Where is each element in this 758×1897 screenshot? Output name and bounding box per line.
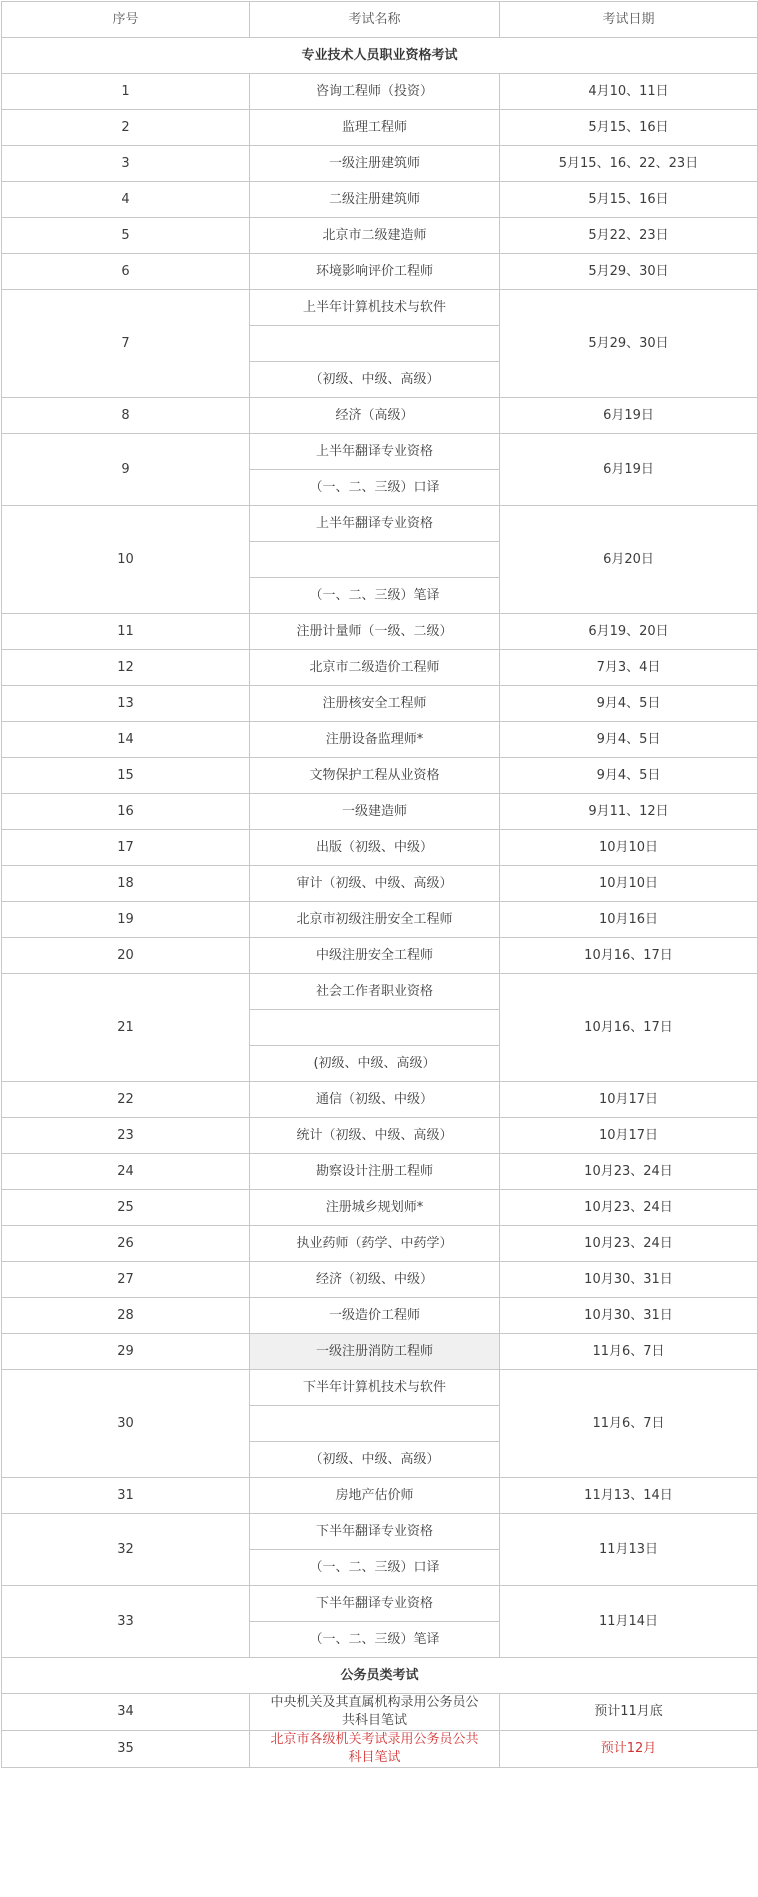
exam-date: 5月15、16日 — [500, 110, 758, 146]
table-row — [2, 1154, 758, 1190]
exam-name-line — [250, 542, 500, 578]
exam-name-multiline — [250, 1731, 500, 1768]
row-number: 24 — [2, 1154, 250, 1190]
exam-date: 预计12月 — [500, 1731, 758, 1768]
row-number: 31 — [2, 1478, 250, 1514]
table-row — [2, 722, 758, 758]
table-row — [2, 1694, 758, 1731]
exam-date: 6月19日 — [500, 434, 758, 506]
exam-name-line: 下半年翻译专业资格 — [250, 1586, 500, 1622]
exam-name: 一级建造师 — [250, 794, 500, 830]
exam-date: 10月16、17日 — [500, 974, 758, 1082]
row-number: 10 — [2, 506, 250, 614]
row-number: 25 — [2, 1190, 250, 1226]
exam-name: 咨询工程师（投资） — [250, 74, 500, 110]
exam-date: 10月17日 — [500, 1082, 758, 1118]
exam-date: 5月15、16日 — [500, 182, 758, 218]
row-number: 33 — [2, 1586, 250, 1658]
table-row — [2, 146, 758, 182]
table-row — [2, 830, 758, 866]
exam-date: 11月14日 — [500, 1586, 758, 1658]
exam-name: 经济（初级、中级） — [250, 1262, 500, 1298]
table-row — [2, 1586, 758, 1622]
row-number: 1 — [2, 74, 250, 110]
row-number: 32 — [2, 1514, 250, 1586]
exam-date: 11月13日 — [500, 1514, 758, 1586]
exam-name: 监理工程师 — [250, 110, 500, 146]
row-number: 22 — [2, 1082, 250, 1118]
exam-name: 执业药师（药学、中药学） — [250, 1226, 500, 1262]
row-number: 4 — [2, 182, 250, 218]
row-number: 16 — [2, 794, 250, 830]
table-row — [2, 1514, 758, 1550]
row-number: 28 — [2, 1298, 250, 1334]
row-number: 2 — [2, 110, 250, 146]
exam-name: 中级注册安全工程师 — [250, 938, 500, 974]
table-row — [2, 434, 758, 470]
header-exam-name: 考试名称 — [250, 2, 500, 38]
exam-schedule-table-wrapper — [1, 1, 757, 1768]
row-number: 20 — [2, 938, 250, 974]
exam-name: 勘察设计注册工程师 — [250, 1154, 500, 1190]
exam-date: 10月23、24日 — [500, 1190, 758, 1226]
row-number: 29 — [2, 1334, 250, 1370]
table-row — [2, 290, 758, 326]
exam-name: 环境影响评价工程师 — [250, 254, 500, 290]
exam-name-line: 北京市各级机关考试录用公务员公共 — [270, 1732, 479, 1747]
row-number: 12 — [2, 650, 250, 686]
exam-name-line: 上半年计算机技术与软件 — [250, 290, 500, 326]
exam-name-line: 下半年计算机技术与软件 — [250, 1370, 500, 1406]
exam-name-highlighted: 一级注册消防工程师 — [250, 1334, 500, 1370]
exam-date: 10月23、24日 — [500, 1154, 758, 1190]
section-title: 公务员类考试 — [2, 1658, 758, 1694]
exam-date: 5月29、30日 — [500, 290, 758, 398]
row-number: 11 — [2, 614, 250, 650]
table-row — [2, 938, 758, 974]
exam-name: 北京市二级建造师 — [250, 218, 500, 254]
exam-date: 6月19日 — [500, 398, 758, 434]
exam-name-line — [250, 326, 500, 362]
exam-name: 北京市初级注册安全工程师 — [250, 902, 500, 938]
exam-name-line: （一、二、三级）笔译 — [250, 578, 500, 614]
exam-name: 经济（高级） — [250, 398, 500, 434]
row-number: 13 — [2, 686, 250, 722]
exam-date: 6月20日 — [500, 506, 758, 614]
exam-date: 10月10日 — [500, 830, 758, 866]
table-row — [2, 1262, 758, 1298]
table-row — [2, 1226, 758, 1262]
exam-name: 通信（初级、中级） — [250, 1082, 500, 1118]
table-row — [2, 686, 758, 722]
table-row — [2, 974, 758, 1010]
exam-date: 10月30、31日 — [500, 1262, 758, 1298]
exam-name: 文物保护工程从业资格 — [250, 758, 500, 794]
exam-name: 统计（初级、中级、高级） — [250, 1118, 500, 1154]
row-number: 6 — [2, 254, 250, 290]
exam-date: 10月16日 — [500, 902, 758, 938]
row-number: 21 — [2, 974, 250, 1082]
table-row — [2, 1118, 758, 1154]
exam-date: 9月4、5日 — [500, 686, 758, 722]
row-number: 9 — [2, 434, 250, 506]
table-row — [2, 254, 758, 290]
row-number: 23 — [2, 1118, 250, 1154]
exam-name-line: （一、二、三级）口译 — [250, 1550, 500, 1586]
exam-date: 7月3、4日 — [500, 650, 758, 686]
exam-date: 10月16、17日 — [500, 938, 758, 974]
exam-date: 5月29、30日 — [500, 254, 758, 290]
table-row — [2, 758, 758, 794]
table-row — [2, 614, 758, 650]
exam-schedule-table — [1, 1, 758, 1768]
exam-date: 10月23、24日 — [500, 1226, 758, 1262]
exam-date: 9月4、5日 — [500, 722, 758, 758]
exam-date: 11月6、7日 — [500, 1334, 758, 1370]
exam-name: 二级注册建筑师 — [250, 182, 500, 218]
table-row — [2, 794, 758, 830]
exam-date: 4月10、11日 — [500, 74, 758, 110]
exam-date: 预计11月底 — [500, 1694, 758, 1731]
table-row — [2, 650, 758, 686]
table-row — [2, 74, 758, 110]
table-row — [2, 1190, 758, 1226]
table-row — [2, 506, 758, 542]
section-row-civil-service — [2, 1658, 758, 1694]
row-number: 35 — [2, 1731, 250, 1768]
exam-name: 注册核安全工程师 — [250, 686, 500, 722]
exam-name-line: 下半年翻译专业资格 — [250, 1514, 500, 1550]
table-row — [2, 1731, 758, 1768]
row-number: 15 — [2, 758, 250, 794]
exam-date: 5月15、16、22、23日 — [500, 146, 758, 182]
exam-date: 10月30、31日 — [500, 1298, 758, 1334]
exam-date: 11月13、14日 — [500, 1478, 758, 1514]
row-number: 26 — [2, 1226, 250, 1262]
exam-date: 9月4、5日 — [500, 758, 758, 794]
row-number: 30 — [2, 1370, 250, 1478]
section-title: 专业技术人员职业资格考试 — [2, 38, 758, 74]
table-row — [2, 1478, 758, 1514]
exam-name: 审计（初级、中级、高级） — [250, 866, 500, 902]
exam-name-line: 社会工作者职业资格 — [250, 974, 500, 1010]
exam-name: 注册城乡规划师* — [250, 1190, 500, 1226]
exam-name-line: 科目笔试 — [348, 1750, 401, 1765]
exam-name-multiline — [250, 1694, 500, 1731]
exam-name-line: 共科目笔试 — [341, 1713, 407, 1728]
exam-name-line: 中央机关及其直属机构录用公务员公 — [270, 1695, 479, 1710]
table-row — [2, 1370, 758, 1406]
exam-name-line: （初级、中级、高级） — [250, 1442, 500, 1478]
row-number: 34 — [2, 1694, 250, 1731]
row-number: 27 — [2, 1262, 250, 1298]
exam-name: 一级造价工程师 — [250, 1298, 500, 1334]
exam-name: 房地产估价师 — [250, 1478, 500, 1514]
exam-date: 9月11、12日 — [500, 794, 758, 830]
exam-date: 10月17日 — [500, 1118, 758, 1154]
exam-date: 5月22、23日 — [500, 218, 758, 254]
table-row — [2, 1334, 758, 1370]
header-row — [2, 2, 758, 38]
table-row — [2, 218, 758, 254]
row-number: 3 — [2, 146, 250, 182]
row-number: 14 — [2, 722, 250, 758]
row-number: 19 — [2, 902, 250, 938]
table-row — [2, 866, 758, 902]
row-number: 7 — [2, 290, 250, 398]
table-row — [2, 902, 758, 938]
exam-name: 注册设备监理师* — [250, 722, 500, 758]
section-row-professional — [2, 38, 758, 74]
exam-date: 10月10日 — [500, 866, 758, 902]
exam-name-line: 上半年翻译专业资格 — [250, 434, 500, 470]
table-row — [2, 1082, 758, 1118]
table-row — [2, 398, 758, 434]
exam-name-line: 上半年翻译专业资格 — [250, 506, 500, 542]
row-number: 17 — [2, 830, 250, 866]
header-exam-date: 考试日期 — [500, 2, 758, 38]
exam-name: 北京市二级造价工程师 — [250, 650, 500, 686]
exam-name-line: （初级、中级、高级） — [250, 362, 500, 398]
header-number: 序号 — [2, 2, 250, 38]
exam-date: 11月6、7日 — [500, 1370, 758, 1478]
exam-name: 一级注册建筑师 — [250, 146, 500, 182]
exam-name-line: （一、二、三级）口译 — [250, 470, 500, 506]
exam-name: 注册计量师（一级、二级） — [250, 614, 500, 650]
row-number: 8 — [2, 398, 250, 434]
row-number: 5 — [2, 218, 250, 254]
exam-name-line — [250, 1406, 500, 1442]
table-row — [2, 110, 758, 146]
exam-name: 出版（初级、中级） — [250, 830, 500, 866]
exam-name-line: (初级、中级、高级） — [250, 1046, 500, 1082]
row-number: 18 — [2, 866, 250, 902]
exam-date: 6月19、20日 — [500, 614, 758, 650]
table-row — [2, 182, 758, 218]
exam-name-line: （一、二、三级）笔译 — [250, 1622, 500, 1658]
table-row — [2, 1298, 758, 1334]
exam-name-line — [250, 1010, 500, 1046]
